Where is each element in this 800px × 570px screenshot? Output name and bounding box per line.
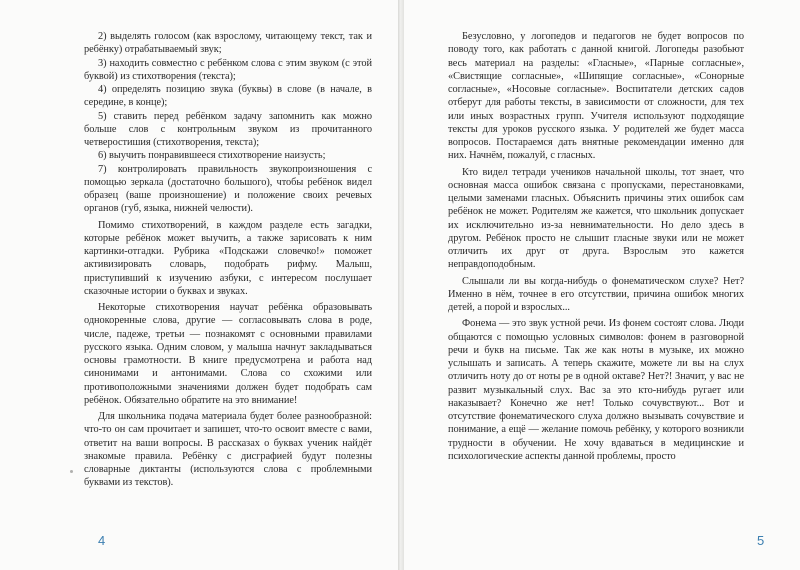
left-paragraph-1: 2) выделять голосом (как взрослому, читающему текст, так и ребёнку) отрабатываемый звук;	[84, 31, 372, 56]
right-paragraph-4: Фонема — это звук устной речи. Из фонем состоят слова. Люди общаются с помощью условных символов: фонем в разговорной речи и букв на письме. Так же как ноты в музыке, их можно услышать и записать. А теперь скажите, можете ли вы на слух отличить ноту до от ноты ре в одной октаве? Нет?! Значит, у вас не развит музыкальный слух. Вас за это кто-нибудь ругает или наказывает? Конечно же нет! Только сочувствуют... Вот и отсутствие фонематического слуха должно вызывать сочувствие и понимание, а ещё — желание помочь ребёнку, у которого возникли трудности в обучении. Не хочу вдаваться в медицинские и психологические аспекты данной проблемы, просто	[448, 318, 744, 462]
left-paragraph-5: 6) выучить понравившееся стихотворение наизусть;	[98, 150, 326, 162]
left-paragraph-2: 3) находить совместно с ребёнком слова с этим звуком (с этой буквой) из стихотворения (текста);	[84, 57, 372, 82]
left-paragraph-9: Для школьника подача материала будет более разнообразной: что-то он сам прочитает и запишет, что-то освоит вместе с вами, ответит на ваши вопросы. В рассказах о буквах ученик найдёт знакомые правила. Ребёнку с дисграфией будут полезны словарные диктанты (используются слова с проблемными буквами из текстов).	[84, 411, 372, 489]
right-page-number: 5	[757, 533, 765, 548]
right-paragraph-3: Слышали ли вы когда-нибудь о фонематическом слухе? Нет? Именно в нём, точнее в его отсутствии, причина ошибок многих детей, а порой и взрослых...	[448, 275, 744, 313]
left-paragraph-8: Некоторые стихотворения научат ребёнка образовывать однокоренные слова, другие — согласовывать слова в роде, числе, падеже, третьи — познакомят с основными правилами русского языка. Одним словом, у малыша начнут закладываться основы грамотности. В книге предусмотрена и работа над синонимами и антонимами. Слова со схожими или противоположными значениями должен будет подобрать сам ребёнок. Обязательно обратите на это внимание!	[84, 302, 372, 406]
right-paragraph-2: Кто видел тетради учеников начальной школы, тот знает, что основная масса ошибок связана с пропусками, перестановками, целыми заменами гласных. Объяснить причины этих ошибок сам ребёнок не может. Родителям же кажется, что школьник допускает их исключительно из-за невнимательности. Но дело здесь в другом. Ребёнок просто не слышит гласные звуки или не может отличить их друг от друга. Взрослым это кажется неправдоподобным.	[448, 166, 744, 271]
page-edge-mark	[70, 470, 73, 473]
right-page	[400, 0, 800, 570]
left-paragraph-7: Помимо стихотворений, в каждом разделе есть загадки, которые ребёнок может выучить, а также зарисовать к ним картинки-отгадки. Рубрика «Подскажи словечко!» поможет активизировать словарь, подобрать рифму. Малыш, приступивший к изучению азбуки, с интересом послушает сказочные истории о буквах и звуках.	[84, 219, 372, 297]
left-paragraph-6: 7) контролировать правильность звукопроизношения с помощью зеркала (достаточно большого), чтобы ребёнок видел образец (ваше произношение) и положение своих речевых органов (губ, языка, нижней челюсти).	[84, 163, 372, 215]
left-paragraph-3: 4) определять позицию звука (буквы) в слове (в начале, в середине, в конце);	[84, 84, 372, 109]
left-page-number: 4	[98, 533, 106, 548]
book-spine	[398, 0, 404, 570]
left-paragraph-4: 5) ставить перед ребёнком задачу запомнить как можно больше слов с контрольным звуком из прочитанного четверостишия (стихотворения, текста);	[84, 110, 372, 148]
right-paragraph-1: Безусловно, у логопедов и педагогов не будет вопросов по поводу того, как работать с данной книгой. Логопеды разобьют весь материал на разделы: «Гласные», «Парные согласные», «Свистящие согласные», «Шипящие согласные», «Сонорные согласные», «Носовые согласные». Воспитатели детских садов отберут для работы тексты, в зависимости от сложности, для тех или иных возрастных групп. Учителя используют подходящие тексты для уроков русского языка. У родителей же будет масса вопросов. Постараемся дать внятные рекомендации именно для них. Начнём, пожалуй, с гласных.	[448, 31, 744, 162]
